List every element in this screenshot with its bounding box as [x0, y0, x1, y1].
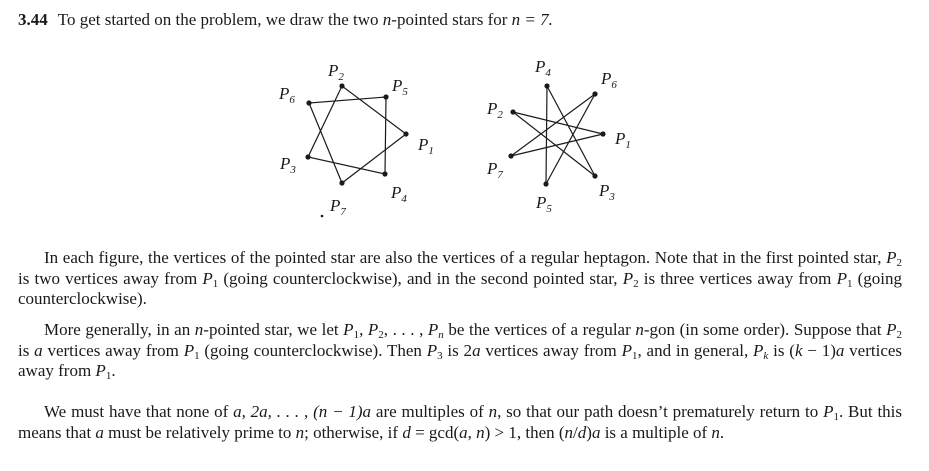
vertex-dot — [543, 181, 548, 186]
vertex-dot — [339, 83, 344, 88]
vertex-dot — [508, 153, 513, 158]
vertex-label: $P_7$ — [487, 159, 503, 181]
problem-heading: 3.44 To get started on the problem, we draw the two n-pointed stars for n = 7. — [18, 10, 553, 29]
vertex-label: $P_3$ — [280, 154, 296, 176]
vertex-dot — [339, 180, 344, 185]
vertex-label: $P_4$ — [391, 183, 407, 205]
vertex-label: $P_6$ — [601, 69, 617, 91]
star-heptagram-step2 — [308, 86, 406, 183]
vertex-dot — [600, 131, 605, 136]
pointed-stars-figure — [250, 56, 670, 226]
vertex-dot — [592, 91, 597, 96]
vertex-label: $P_5$ — [392, 76, 408, 98]
vertex-dot — [306, 100, 311, 105]
vertex-label: $P_4$ — [535, 57, 551, 79]
vertex-label: $P_3$ — [599, 181, 615, 203]
paragraph-general: More generally, in an n-pointed star, we let $P_1$, $P_2$, . . . , $P_n$ be the vertices of a regular n-gon (in some order). Suppose that $P_2$ is a vertices away from $P_1$ (going counterclockwise). Then $P_3$ is 2a vertices away from $P_1$, and in general, $P_k$ is (k − 1)a vertices away from $P_1$. — [18, 320, 903, 382]
star-heptagram-step3 — [511, 86, 603, 184]
vertex-label: $P_2$ — [328, 61, 344, 83]
vertex-label: $P_2$ — [487, 99, 503, 121]
problem-number: 3.44 — [18, 10, 48, 29]
paragraph-coprime: We must have that none of a, 2a, . . . , (n − 1)a are multiples of n, so that our path doesn’t prematurely return to $P_1$. But this means that a must be relatively prime to n; otherwise, if d = gcd(a, n) > 1, then (n/d)a is a multiple of n. — [18, 402, 903, 442]
vertex-dot — [510, 109, 515, 114]
vertex-dot — [305, 154, 310, 159]
vertex-label: $P_1$ — [418, 135, 434, 157]
vertex-label: $P_7$ — [330, 196, 346, 218]
star1-labels — [278, 61, 434, 218]
stray-dot — [321, 215, 324, 218]
vertex-label: $P_5$ — [536, 193, 552, 215]
star2-labels — [486, 57, 631, 215]
star2-path — [511, 86, 603, 184]
vertex-label: $P_1$ — [615, 129, 631, 151]
vertex-dot — [383, 94, 388, 99]
vertex-dot — [544, 83, 549, 88]
vertex-dot — [592, 173, 597, 178]
paragraph-heptagon: In each figure, the vertices of the pointed star are also the vertices of a regular heptagon. Note that in the first pointed star, $P_2$ is two vertices away from $P_1$ (going counterclockwise), and in the second pointed star, $P_2$ is three vertices away from $P_1$ (going counterclockwise). — [18, 248, 902, 308]
vertex-label: $P_6$ — [279, 84, 295, 106]
vertex-dot — [403, 131, 408, 136]
star2-vertices — [508, 83, 605, 186]
vertex-dot — [382, 171, 387, 176]
star1-path — [308, 86, 406, 183]
